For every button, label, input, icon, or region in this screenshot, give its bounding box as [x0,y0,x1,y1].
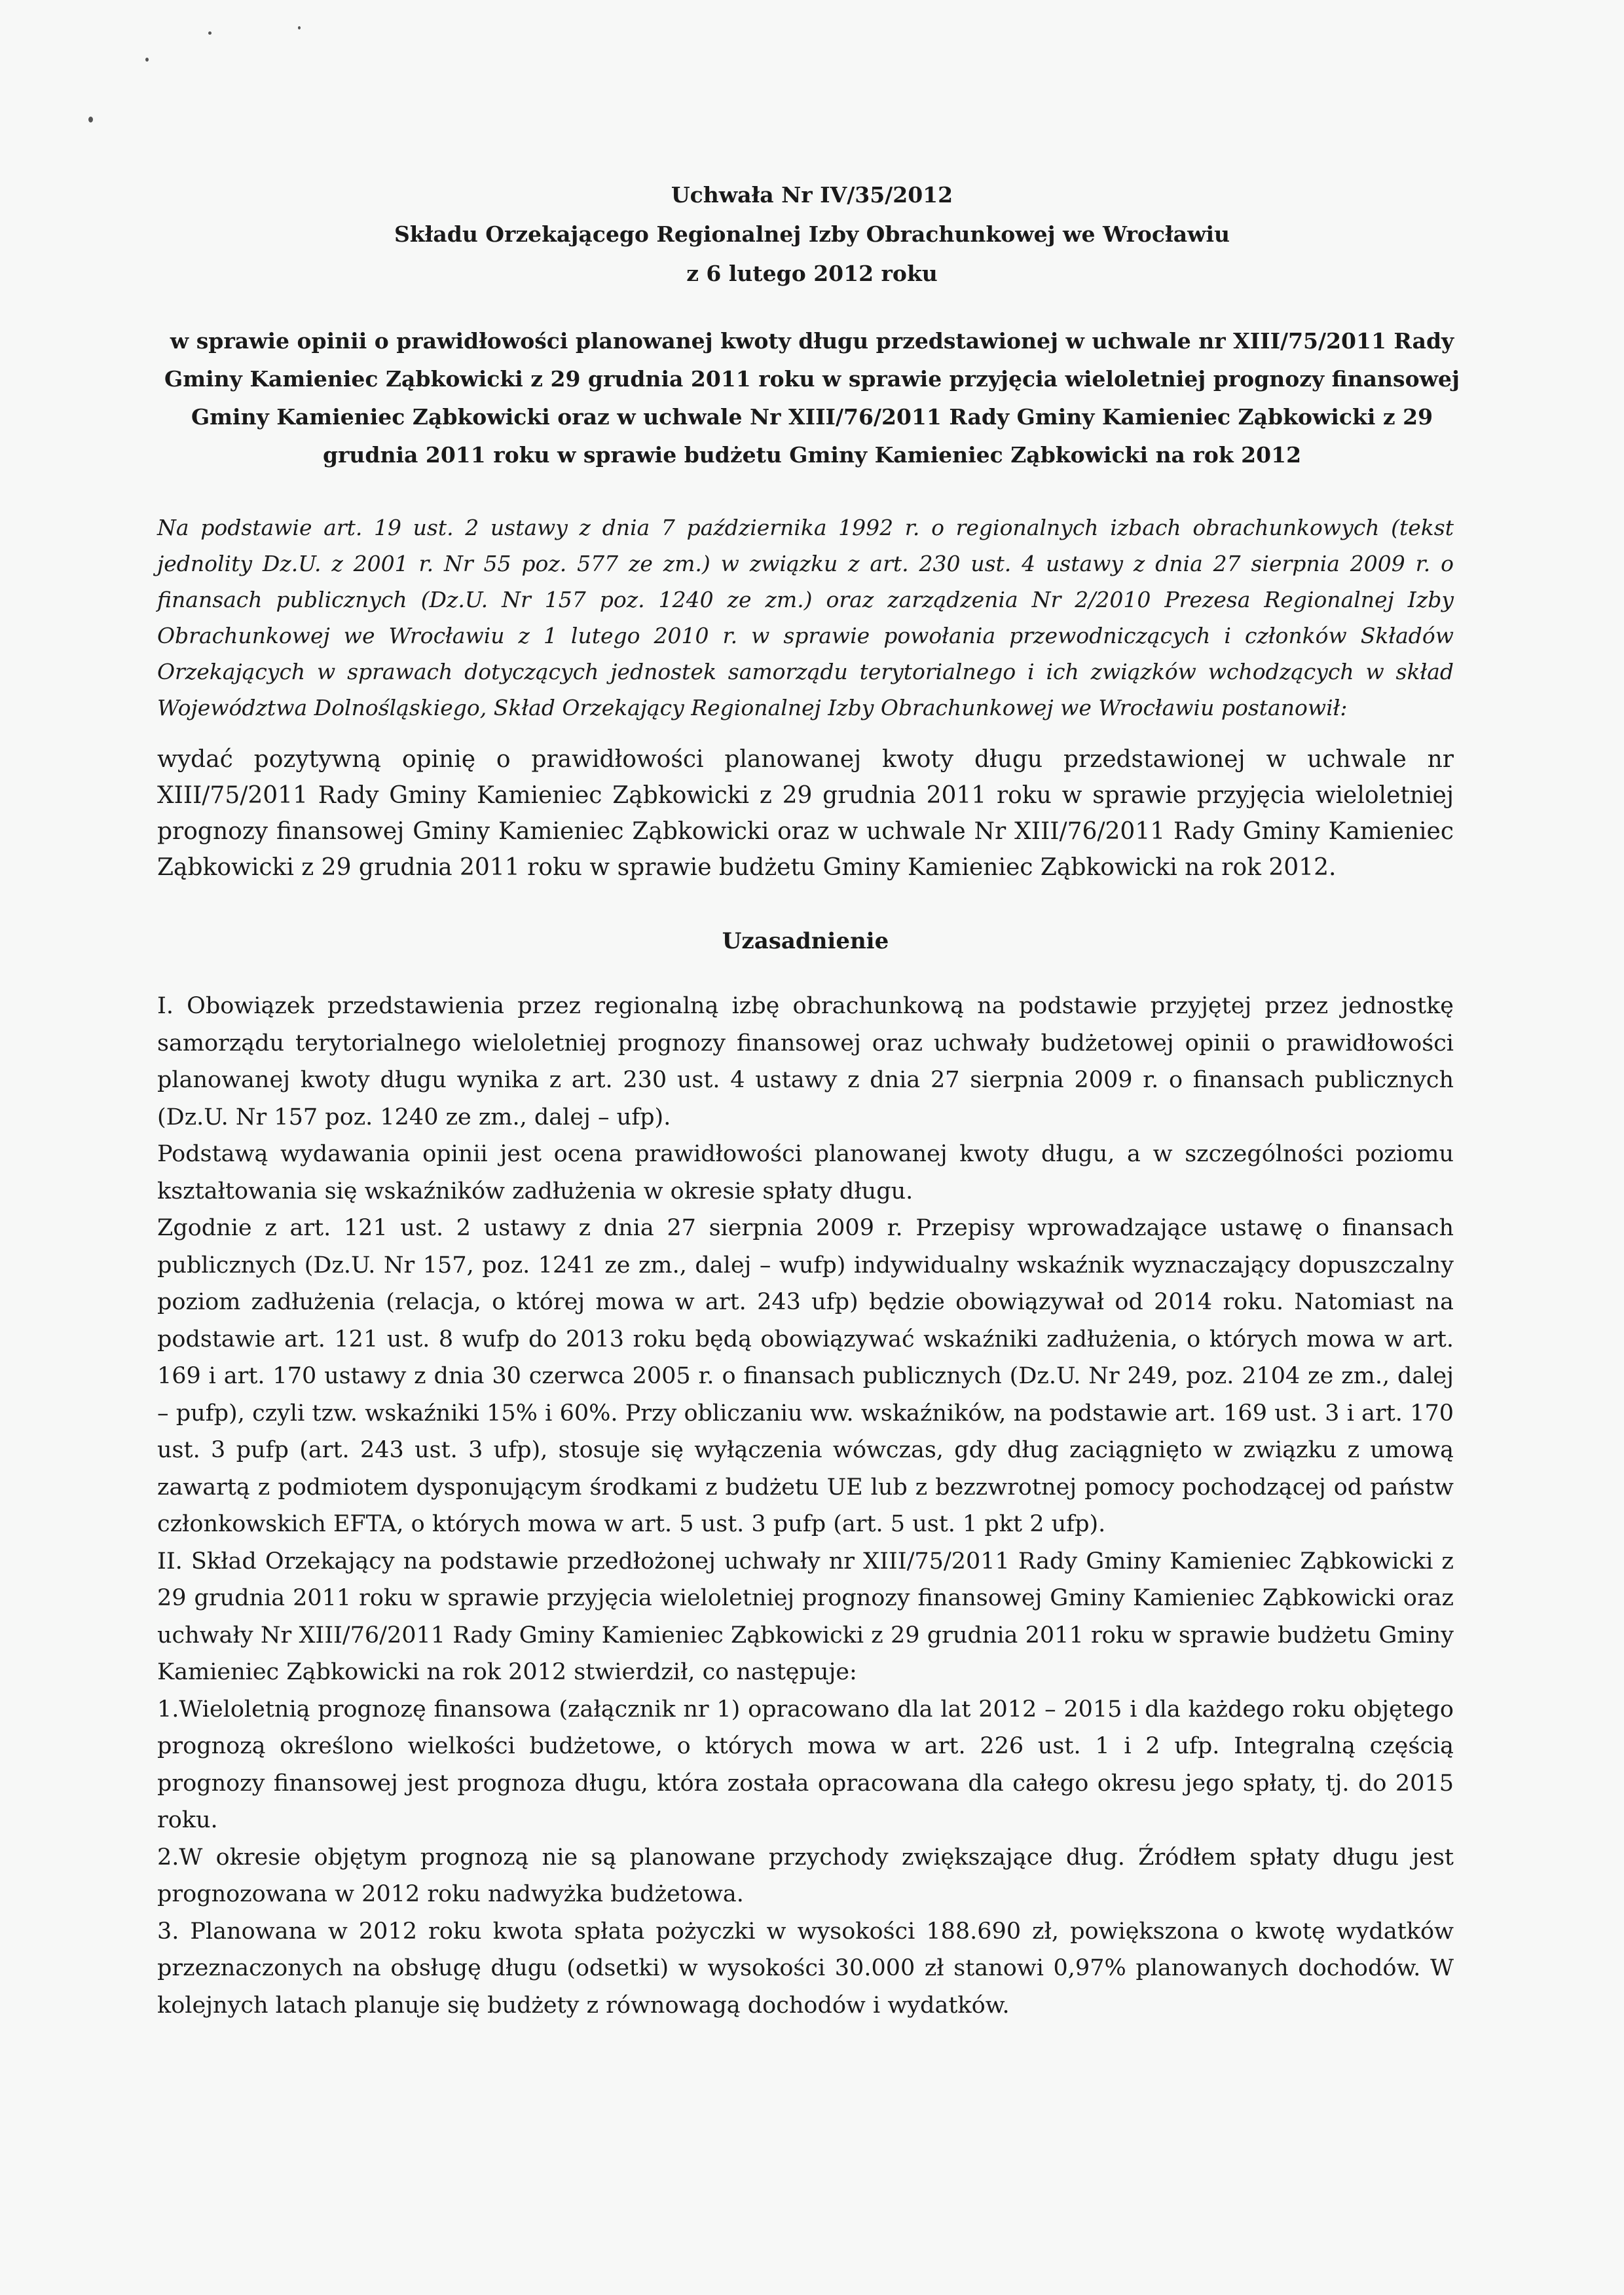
resolution-number: Uchwała Nr IV/35/2012 [671,182,953,208]
justification-paragraph: Podstawą wydawania opinii jest ocena prawidłowości planowanej kwoty długu, a w szczególności poziomu kształtowania się wskaźników zadłużenia w okresie spłaty długu. [157,1141,1454,1204]
resolution-date: z 6 lutego 2012 roku [686,261,938,286]
justification-title: Uzasadnienie [722,928,889,954]
scan-speck [88,117,93,122]
decision-text: wydać pozytywną opinię o prawidłowości planowanej kwoty długu przedstawionej w uchwale nr XIII/75/2011 Rady Gminy Kamieniec Ząbkowicki z 29 grudnia 2011 roku w sprawie przyjęcia wieloletniej prognozy finansowej Gminy Kamieniec Ząbkowicki oraz w uchwale Nr XIII/76/2011 Rady Gminy Kamieniec Ząbkowicki z 29 grudnia 2011 roku w sprawie budżetu Gminy Kamieniec Ząbkowicki na rok 2012. [157,746,1454,881]
resolution-subject: w sprawie opinii o prawidłowości planowanej kwoty długu przedstawionej w uchwale nr XIII/75/2011 Rady Gminy Kamieniec Ząbkowicki z 29 grudnia 2011 roku w sprawie przyjęcia wieloletniej prognozy finansowej Gminy Kamieniec Ząbkowicki oraz w uchwale Nr XIII/76/2011 Rady Gminy Kamieniec Ząbkowicki z 29 grudnia 2011 roku w sprawie budżetu Gminy Kamieniec Ząbkowicki na rok 2012 [164,328,1460,468]
scan-speck [145,58,149,62]
justification-paragraph: 1.Wieloletnią prognozę finansowa (załącznik nr 1) opracowano dla lat 2012 – 2015 i dla każdego roku objętego prognozą określono wielkości budżetowe, o których mowa w art. 226 ust. 1 i 2 ufp. Integralną częścią prognozy finansowej jest prognoza długu, która została opracowana dla całego okresu jego spłaty, tj. do 2015 roku. [157,1696,1454,1833]
legal-basis: Na podstawie art. 19 ust. 2 ustawy z dnia 7 października 1992 r. o regionalnych izbach obrachunkowych (tekst jednolity Dz.U. z 2001 r. Nr 55 poz. 577 ze zm.) w związku z art. 230 ust. 4 ustawy z dnia 27 sierpnia 2009 r. o finansach publicznych (Dz.U. Nr 157 poz. 1240 ze zm.) oraz zarządzenia Nr 2/2010 Prezesa Regionalnej Izby Obrachunkowej we Wrocławiu z 1 lutego 2010 r. w sprawie powołania przewodniczących i członków Składów Orzekających w sprawach dotyczących jednostek samorządu terytorialnego i ich związków wchodzących w skład Województwa Dolnośląskiego, Skład Orzekający Regionalnej Izby Obrachunkowej we Wrocławiu postanowił: [157,515,1454,720]
justification-paragraph: Zgodnie z art. 121 ust. 2 ustawy z dnia 27 sierpnia 2009 r. Przepisy wprowadzające ustawę o finansach publicznych (Dz.U. Nr 157, poz. 1241 ze zm., dalej – wufp) indywidualny wskaźnik wyznaczający dopuszczalny poziom zadłużenia (relacja, o której mowa w art. 243 ufp) będzie obowiązywał od 2014 roku. Natomiast na podstawie art. 121 ust. 8 wufp do 2013 roku będą obowiązywać wskaźniki zadłużenia, o których mowa w art. 169 i art. 170 ustawy z dnia 30 czerwca 2005 r. o finansach publicznych (Dz.U. Nr 249, poz. 2104 ze zm., dalej – pufp), czyli tzw. wskaźniki 15% i 60%. Przy obliczaniu ww. wskaźników, na podstawie art. 169 ust. 3 i art. 170 ust. 3 pufp (art. 243 ust. 3 ufp), stosuje się wyłączenia wówczas, gdy dług zaciągnięto w związku z umową zawartą z podmiotem dysponującym środkami z budżetu UE lub z bezzwrotnej pomocy pochodzącej od państw członkowskich EFTA, o których mowa w art. 5 ust. 3 pufp (art. 5 ust. 1 pkt 2 ufp). [157,1215,1454,1537]
justification-paragraph: I. Obowiązek przedstawienia przez regionalną izbę obrachunkową na podstawie przyjętej przez jednostkę samorządu terytorialnego wieloletniej prognozy finansowej oraz uchwały budżetowej opinii o prawidłowości planowanej kwoty długu wynika z art. 230 ust. 4 ustawy z dnia 27 sierpnia 2009 r. o finansach publicznych (Dz.U. Nr 157 poz. 1240 ze zm., dalej – ufp). [157,993,1454,1130]
justification-paragraph: 3. Planowana w 2012 roku kwota spłata pożyczki w wysokości 188.690 zł, powiększona o kwotę wydatków przeznaczonych na obsługę długu (odsetki) w wysokości 30.000 zł stanowi 0,97% planowanych dochodów. W kolejnych latach planuje się budżety z równowagą dochodów i wydatków. [157,1918,1454,2019]
issuing-body: Składu Orzekającego Regionalnej Izby Obrachunkowej we Wrocławiu [394,221,1230,247]
justification-body [157,988,1454,2024]
resolution-header [164,176,1460,293]
justification-paragraph: II. Skład Orzekający na podstawie przedłożonej uchwały nr XIII/75/2011 Rady Gminy Kamieniec Ząbkowicki z 29 grudnia 2011 roku w sprawie przyjęcia wieloletniej prognozy finansowej Gminy Kamieniec Ząbkowicki oraz uchwały Nr XIII/76/2011 Rady Gminy Kamieniec Ząbkowicki z 29 grudnia 2011 roku w sprawie budżetu Gminy Kamieniec Ząbkowicki na rok 2012 stwierdził, co następuje: [157,1548,1454,1685]
scan-speck [298,26,301,29]
scan-speck [208,31,212,35]
justification-paragraph: 2.W okresie objętym prognozą nie są planowane przychody zwiększające dług. Źródłem spłaty długu jest prognozowana w 2012 roku nadwyżka budżetowa. [157,1844,1454,1907]
